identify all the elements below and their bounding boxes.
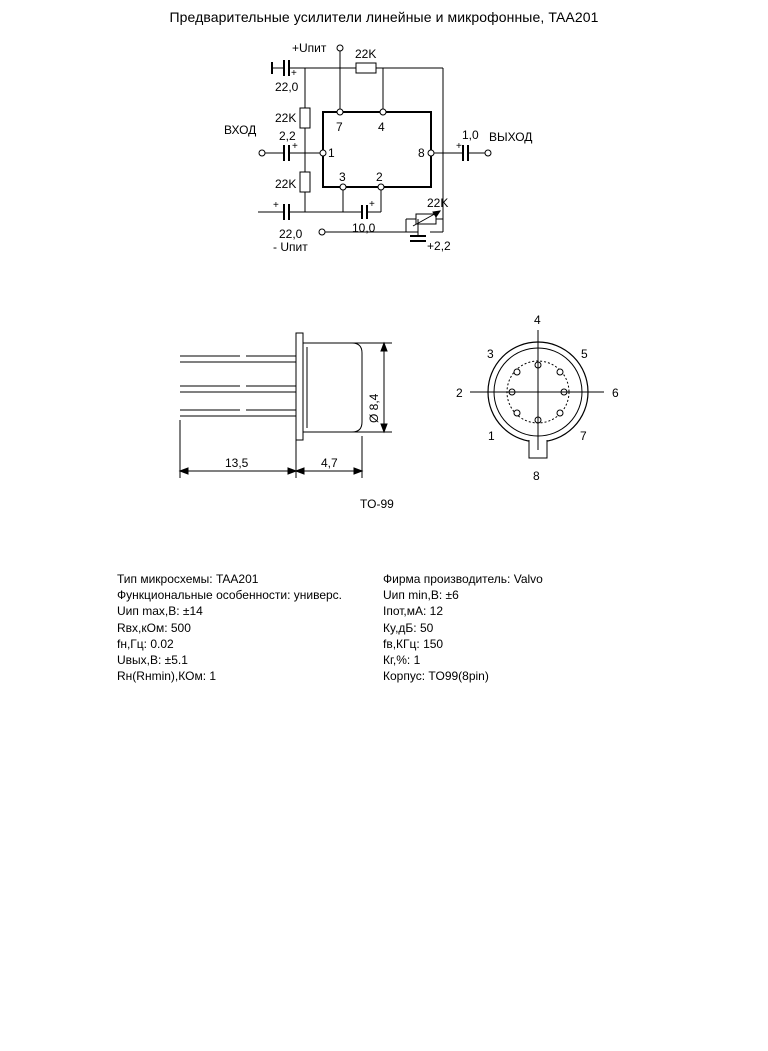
input-terminal: [259, 150, 265, 156]
r-top-label: 22K: [355, 47, 377, 61]
c-right-label: [427, 239, 451, 253]
spec-row: Кy,дБ: 50: [383, 620, 434, 635]
top-view-pin-2: 2: [456, 386, 463, 400]
supply-pos-terminal: [337, 45, 343, 51]
spec-row: fн,Гц: 0.02: [117, 636, 174, 651]
dim-diameter-label: Ø 8,4: [367, 393, 381, 423]
package-side-view: [180, 333, 392, 478]
top-view-pin-4: 4: [534, 313, 541, 327]
specs-left-column: [117, 571, 342, 684]
spec-row: Тип микросхемы: TAA201: [117, 572, 259, 586]
pin-3-label: 3: [339, 170, 346, 184]
supply-pos-label: +Uпит: [292, 41, 327, 55]
input-label: ВХОД: [224, 123, 257, 137]
plus-sign: +: [456, 141, 462, 152]
top-view-pin-7: 7: [580, 429, 587, 443]
supply-neg-terminal: [319, 229, 325, 235]
c-top-label: 22,0: [275, 80, 299, 94]
spec-row: Rвх,кОм: 500: [117, 620, 191, 635]
c-right-value: 2,2: [434, 239, 451, 253]
spec-row: Корпус: TO99(8pin): [383, 669, 489, 684]
top-view-pin-8: 8: [533, 469, 540, 483]
spec-row: Фирма производитель: Valvo: [383, 572, 543, 586]
pin-2-label: 2: [376, 170, 383, 184]
output-terminal: [485, 150, 491, 156]
top-view-pin-5: 5: [581, 347, 588, 361]
specs-right-column: [383, 571, 543, 684]
pin-8-node: [428, 150, 434, 156]
plus-sign: +: [291, 68, 297, 79]
c-output-label: 1,0: [462, 128, 479, 142]
spec-row: Uвых,В: ±5.1: [117, 653, 188, 668]
pin-4-node: [380, 109, 386, 115]
pin-3-node: [340, 184, 346, 190]
pin-7-node: [337, 109, 343, 115]
c-bottom-left-label: 22,0: [279, 227, 303, 241]
pin-8-label: 8: [418, 146, 425, 160]
dim-body-label: 4,7: [321, 456, 338, 470]
pin-2-node: [378, 184, 384, 190]
plus-sign: +: [369, 199, 375, 210]
pin-1-node: [320, 150, 326, 156]
spec-row: fв,КГц: 150: [383, 636, 444, 651]
package-name: TO-99: [360, 497, 394, 511]
pin-4-label: 4: [378, 120, 385, 134]
resistor-left-bottom: [300, 172, 310, 192]
spec-row: Функциональные особенности: универс.: [117, 588, 343, 603]
pin-7-label: 7: [336, 120, 343, 134]
c-middle-label: 10,0: [352, 221, 376, 235]
c-input-label: 2,2: [279, 129, 296, 143]
plus-sign: +: [292, 141, 298, 152]
package-flange: [296, 333, 303, 440]
top-view-pin-6: 6: [612, 386, 619, 400]
r-left-top-label: 22K: [275, 111, 297, 125]
resistor-top: [356, 63, 376, 73]
plus-sign: +: [427, 239, 435, 253]
top-view-pin-3: 3: [487, 347, 494, 361]
top-view-pin-1: 1: [488, 429, 495, 443]
spec-row: Кг,%: 1: [383, 653, 421, 668]
page-title: Предварительные усилители линейные и микрофонные, TAA201: [169, 9, 599, 25]
spec-row: Rн(Rнmin),КОм: 1: [117, 669, 217, 684]
r-left-bottom-label: 22K: [275, 177, 297, 191]
spec-row: Iпот,мА: 12: [383, 604, 444, 619]
supply-neg-label: - Uпит: [273, 240, 308, 254]
dim-length-label: 13,5: [225, 456, 249, 470]
package-can: [303, 343, 362, 432]
resistor-left-top: [300, 108, 310, 128]
spec-row: Uип min,В: ±6: [383, 588, 459, 603]
output-label: ВЫХОД: [489, 130, 533, 144]
plus-sign: +: [273, 200, 279, 211]
pin-1-label: 1: [328, 146, 335, 160]
spec-row: Uип max,В: ±14: [117, 604, 203, 619]
r-right-label: 22K: [427, 196, 449, 210]
